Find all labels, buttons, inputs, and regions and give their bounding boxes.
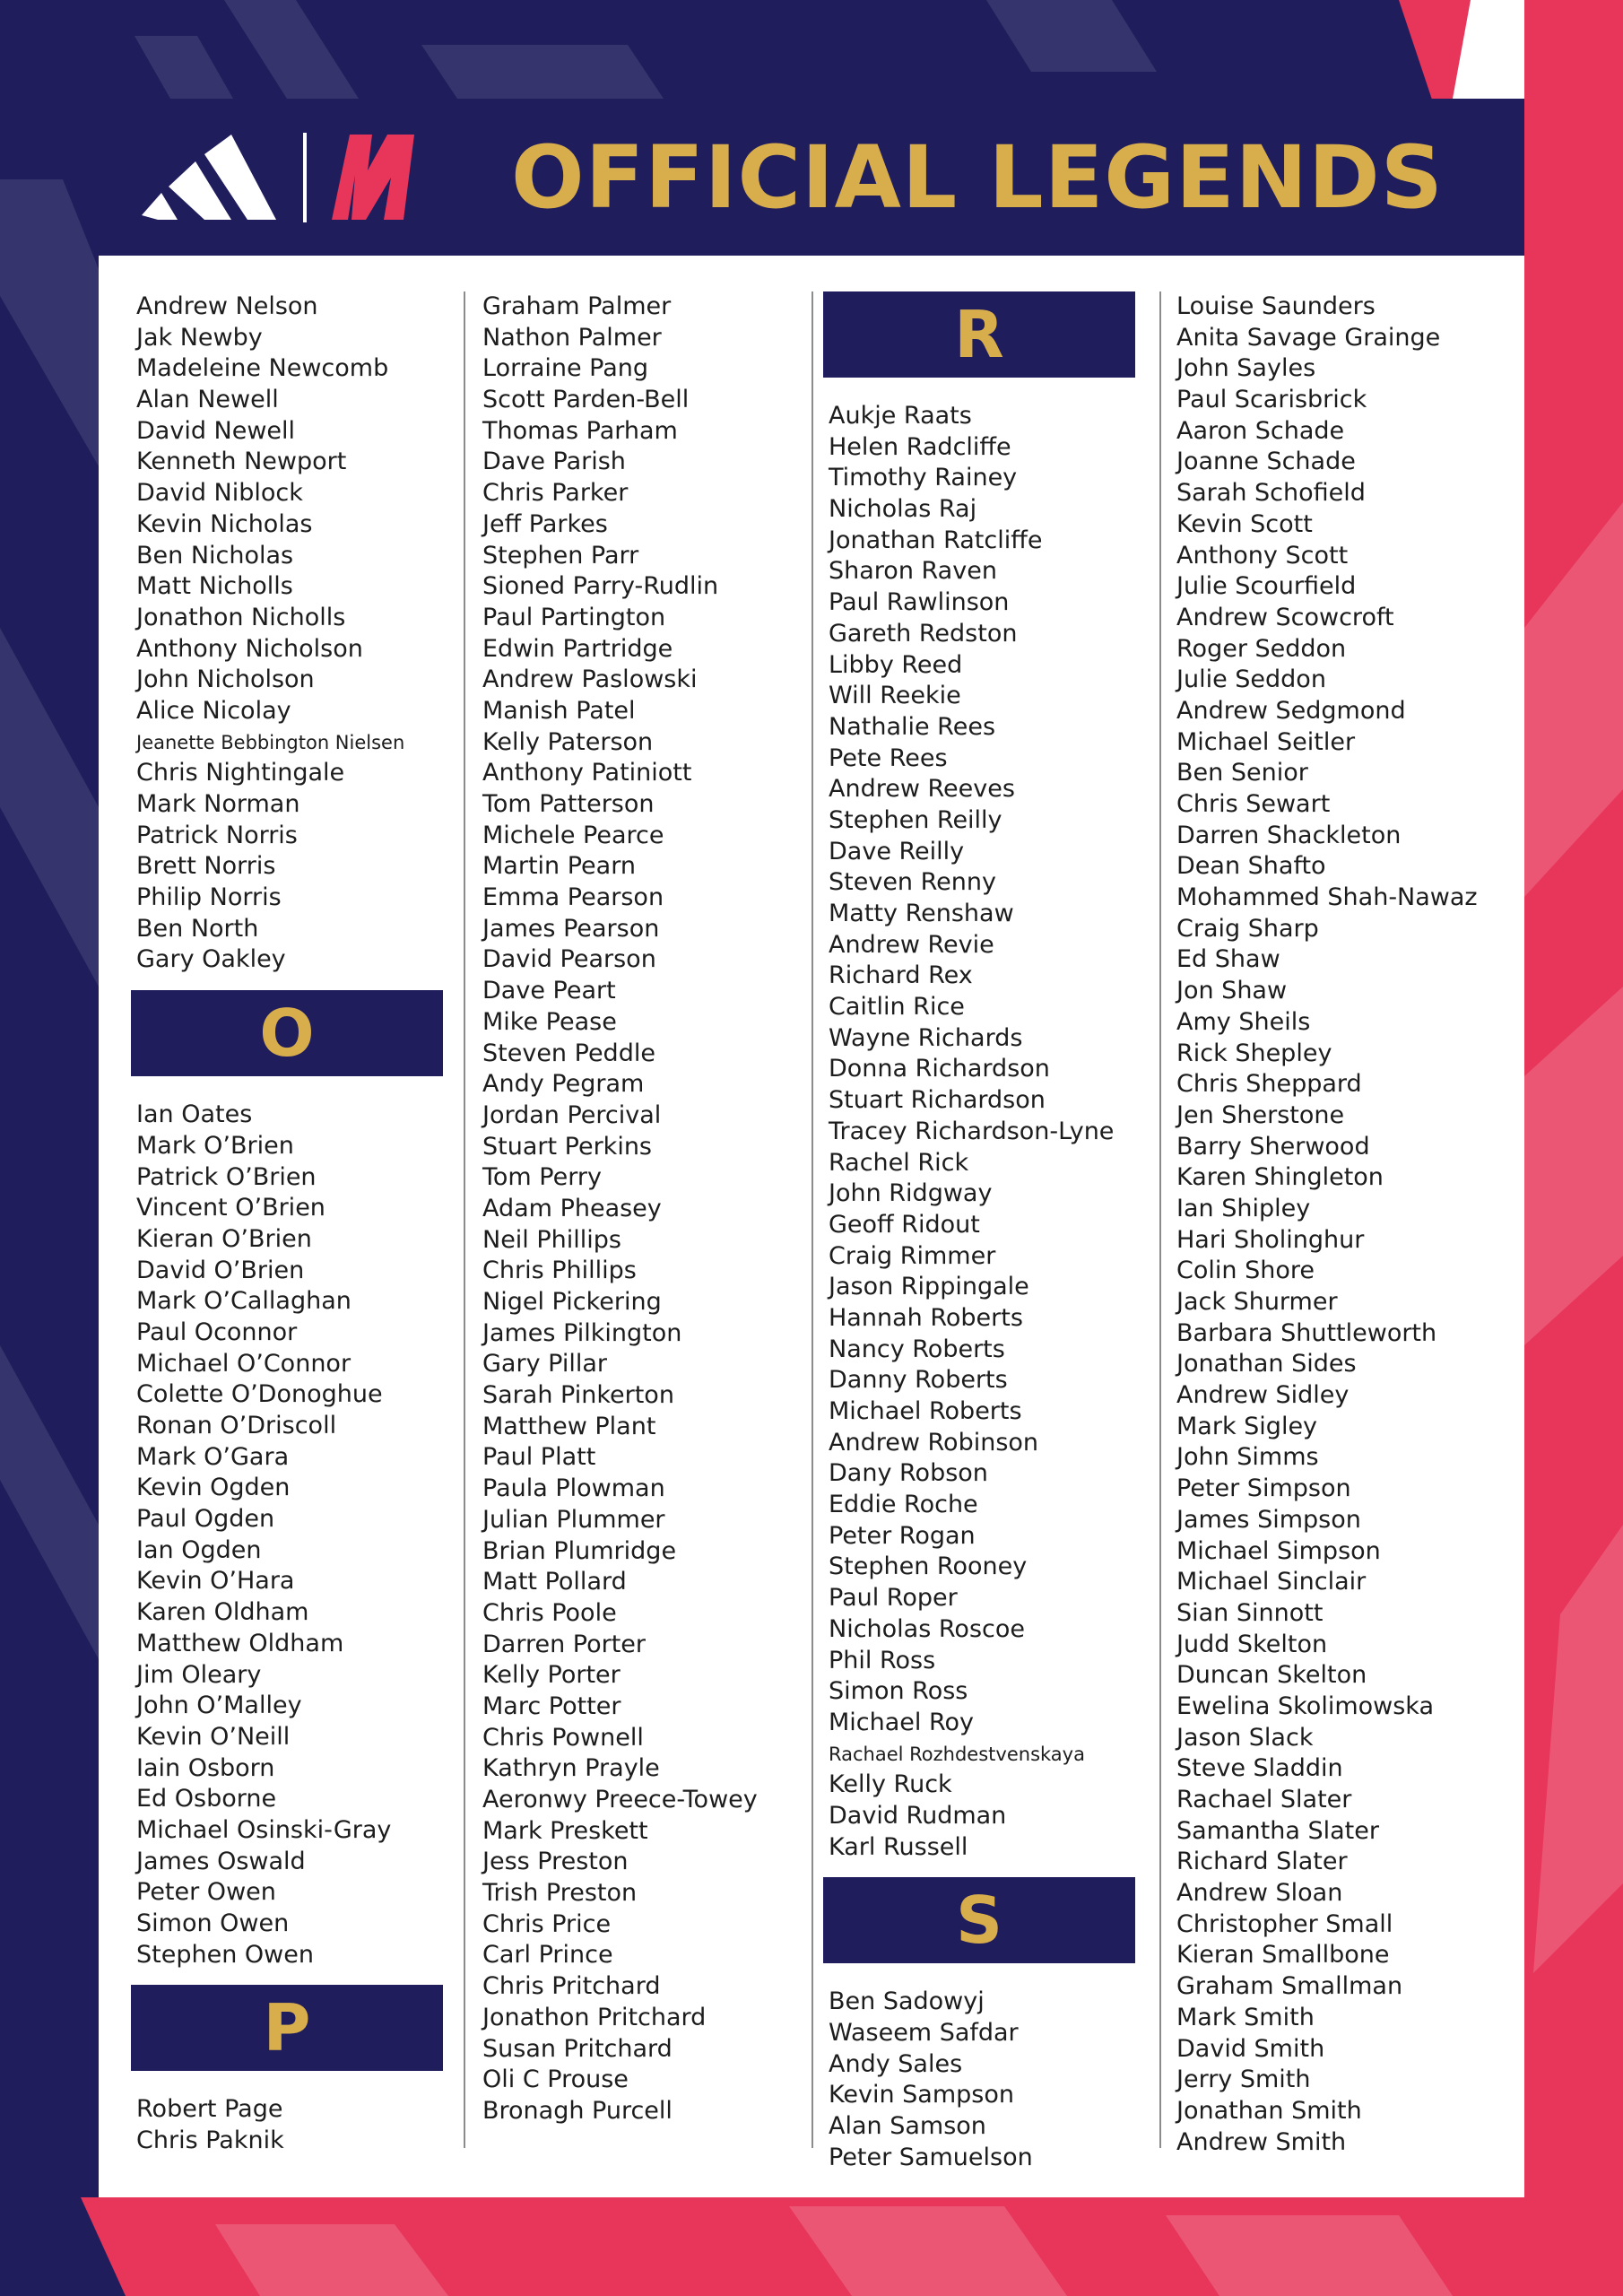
legend-name: David Smith	[1176, 2034, 1325, 2063]
legend-name: Rick Shepley	[1176, 1039, 1332, 1067]
section-letter-r: R	[823, 291, 1135, 378]
legend-name: Michael Roy	[829, 1708, 975, 1736]
legend-name: Andrew Sloan	[1176, 1879, 1343, 1908]
legend-name: Jeanette Bebbington Nielsen	[136, 731, 405, 753]
legend-name: Stephen Rooney	[829, 1552, 1028, 1581]
legend-name: Pete Rees	[829, 744, 948, 772]
legend-name: Louise Saunders	[1176, 292, 1376, 320]
legend-name: Andy Pegram	[482, 1070, 645, 1099]
legend-name: Karen Shingleton	[1176, 1163, 1384, 1192]
names-column-4	[1171, 291, 1503, 2158]
legend-name: Anthony Scott	[1176, 541, 1349, 570]
legend-name: James Pearson	[482, 914, 660, 943]
legend-name: Geoff Ridout	[829, 1210, 980, 1239]
legend-name: Kieran O’Brien	[136, 1224, 312, 1253]
legend-name: Susan Pritchard	[482, 2034, 673, 2063]
legend-name: Christopher Small	[1176, 1909, 1393, 1938]
legend-name: Ronan O’Driscoll	[136, 1412, 337, 1439]
section-letter-p: P	[131, 1985, 443, 2071]
legend-name: Aeronwy Preece-Towey	[482, 1786, 758, 1813]
legend-name: David O’Brien	[136, 1256, 305, 1284]
legend-name: Lorraine Pang	[482, 354, 649, 383]
legend-name: Sharon Raven	[829, 557, 997, 586]
legend-name: Paul Partington	[482, 603, 666, 631]
legend-name: Amy Sheils	[1176, 1007, 1311, 1036]
legend-name: Madeleine Newcomb	[136, 354, 389, 383]
legend-name: Ben Senior	[1176, 759, 1308, 787]
legend-name: Nicholas Raj	[829, 495, 977, 524]
header-banner	[99, 99, 1524, 256]
legend-name: Darren Porter	[482, 1630, 647, 1658]
legend-name: Thomas Parham	[482, 416, 678, 445]
legend-name: Craig Sharp	[1176, 914, 1319, 943]
legend-name: Nathalie Rees	[829, 712, 996, 741]
legend-name: Tom Perry	[482, 1163, 602, 1192]
legend-name: Michael Sinclair	[1176, 1568, 1367, 1596]
legend-name: Michael Seitler	[1176, 727, 1356, 756]
legend-name: Timothy Rainey	[829, 464, 1018, 492]
legend-name: Caitlin Rice	[829, 993, 965, 1022]
legend-name: Eddie Roche	[829, 1491, 978, 1519]
logo-divider	[303, 133, 307, 222]
legend-name: Jak Newby	[136, 323, 263, 352]
legend-name: Vincent O’Brien	[136, 1194, 325, 1222]
names-column-2	[477, 291, 809, 2127]
legend-name: Mohammed Shah-Nawaz	[1176, 883, 1478, 912]
legend-name: Dave Reilly	[829, 837, 965, 865]
legend-name: Chris Sewart	[1176, 790, 1331, 818]
legend-name: Kevin O’Hara	[136, 1567, 295, 1596]
legend-name: Julie Scourfield	[1176, 572, 1357, 601]
legend-name: Sioned Parry-Rudlin	[482, 572, 719, 601]
legend-name: Graham Smallman	[1176, 1972, 1403, 2001]
legend-name: Craig Rimmer	[829, 1241, 996, 1270]
legend-name: Donna Richardson	[829, 1055, 1050, 1083]
legend-name: Andrew Revie	[829, 930, 994, 959]
legend-name: Anthony Nicholson	[136, 634, 363, 663]
legend-name: Andrew Robinson	[829, 1428, 1039, 1457]
legend-name: Chris Price	[482, 1909, 612, 1938]
legend-name: Oli C Prouse	[482, 2066, 629, 2094]
legend-name: John Simms	[1176, 1443, 1319, 1472]
legend-name: James Oswald	[136, 1847, 306, 1875]
legend-name: Richard Rex	[829, 961, 973, 990]
legend-name: Kenneth Newport	[136, 448, 347, 476]
legend-name: Mike Pease	[482, 1007, 617, 1036]
legend-name: Kevin Ogden	[136, 1474, 291, 1502]
legend-name: Chris Pritchard	[482, 1972, 661, 2001]
legend-name: John Sayles	[1176, 354, 1316, 383]
column-divider	[464, 291, 465, 2148]
legend-name: Ian Oates	[136, 1100, 253, 1129]
legend-name: Andrew Sidley	[1176, 1381, 1350, 1410]
legend-name: Stephen Reilly	[829, 805, 1002, 834]
legend-name: Kelly Porter	[482, 1661, 621, 1690]
legend-name: Barbara Shuttleworth	[1176, 1318, 1437, 1347]
legend-name: Chris Parker	[482, 479, 629, 508]
legend-name: Chris Phillips	[482, 1257, 637, 1285]
legend-name: Jonathan Sides	[1176, 1350, 1357, 1378]
legend-name: David Niblock	[136, 479, 303, 508]
legend-name: Ian Ogden	[136, 1535, 262, 1564]
legend-name: Rachael Slater	[1176, 1786, 1352, 1813]
legend-name: Peter Owen	[136, 1878, 276, 1907]
legend-name: Colin Shore	[1176, 1257, 1315, 1285]
legend-name: John O’Malley	[136, 1692, 302, 1720]
legend-name: Duncan Skelton	[1176, 1661, 1367, 1690]
legend-name: Nigel Pickering	[482, 1288, 662, 1316]
legend-name: Jess Preston	[482, 1848, 629, 1876]
legend-name: Jonathon Nicholls	[136, 603, 346, 631]
legend-name: John Ridgway	[829, 1179, 993, 1208]
legend-name: Ewelina Skolimowska	[1176, 1692, 1435, 1720]
names-column-3	[823, 291, 1155, 2173]
legend-name: Tom Patterson	[482, 790, 655, 818]
legend-name: Matthew Plant	[482, 1412, 656, 1440]
legend-name: Mark O’Gara	[136, 1442, 290, 1471]
legend-name: Aukje Raats	[829, 402, 972, 430]
legend-name: Gareth Redston	[829, 619, 1018, 648]
legend-name: Ben Nicholas	[136, 541, 294, 570]
legend-name: Chris Sheppard	[1176, 1070, 1362, 1099]
legend-name: Dave Peart	[482, 977, 616, 1005]
legend-name: Wayne Richards	[829, 1023, 1023, 1052]
legend-name: Robert Page	[136, 2095, 283, 2124]
legend-name: John Nicholson	[136, 665, 315, 694]
legend-name: Chris Poole	[482, 1598, 617, 1627]
legend-name: Mark Sigley	[1176, 1412, 1318, 1440]
legend-name: Paul Platt	[482, 1443, 596, 1472]
legend-name: Andrew Smith	[1176, 2127, 1347, 2156]
legend-name: Matty Renshaw	[829, 900, 1014, 927]
legend-name: Will Reekie	[829, 682, 961, 710]
legend-name: Karen Oldham	[136, 1598, 309, 1627]
page-title: OFFICIAL LEGENDS	[511, 127, 1444, 228]
legend-name: Andy Sales	[829, 2049, 963, 2078]
legend-name: Simon Owen	[136, 1909, 290, 1937]
legend-name: Brian Plumridge	[482, 1536, 677, 1565]
legend-name: Kevin O’Neill	[136, 1722, 291, 1751]
legend-name: Mark Smith	[1176, 2003, 1315, 2031]
legend-name: Hannah Roberts	[829, 1303, 1023, 1332]
legend-name: Aaron Schade	[1176, 416, 1345, 445]
legend-name: Andrew Sedgmond	[1176, 696, 1406, 725]
legend-name: Mark O’Callaghan	[136, 1287, 352, 1316]
legend-name: Ben Sadowyj	[829, 1987, 985, 2016]
legend-name: Graham Palmer	[482, 292, 672, 320]
legend-name: Jordan Percival	[482, 1100, 662, 1129]
legend-name: Emma Pearson	[482, 883, 664, 912]
legend-name: Kelly Paterson	[482, 727, 654, 756]
legend-name: Paul Roper	[829, 1584, 958, 1613]
legend-name: Paul Scarisbrick	[1176, 386, 1367, 414]
legend-name: Roger Seddon	[1176, 634, 1347, 663]
legend-name: Colette O’Donoghue	[136, 1380, 383, 1409]
legend-name: Jonathon Pritchard	[482, 2003, 707, 2031]
legend-name: David Newell	[136, 416, 296, 445]
legend-name: Brett Norris	[136, 852, 276, 881]
legend-name: Peter Samuelson	[829, 2143, 1033, 2171]
legend-name: Ed Shaw	[1176, 945, 1280, 974]
legend-name: Paul Oconnor	[136, 1318, 298, 1346]
legend-name: Danny Roberts	[829, 1366, 1008, 1395]
legend-name: Alan Samson	[829, 2112, 986, 2141]
legend-name: Libby Reed	[829, 650, 963, 679]
section-letter-o: O	[131, 990, 443, 1076]
names-column-1	[131, 291, 463, 2157]
legend-name: James Simpson	[1176, 1505, 1361, 1534]
legend-name: Kathryn Prayle	[482, 1754, 660, 1783]
legend-name: Judd Skelton	[1176, 1630, 1328, 1658]
legend-name: David Rudman	[829, 1801, 1007, 1830]
legend-name: Neil Phillips	[482, 1225, 621, 1254]
legend-name: Andrew Scowcroft	[1176, 603, 1394, 631]
legend-name: Edwin Partridge	[482, 634, 673, 663]
legend-name: Peter Rogan	[829, 1521, 976, 1550]
legend-name: Samantha Slater	[1176, 1816, 1379, 1845]
legend-name: Sarah Pinkerton	[482, 1381, 674, 1410]
legend-name: Alan Newell	[136, 386, 279, 414]
legend-name: Dave Parish	[482, 448, 626, 476]
m-logo	[332, 135, 414, 224]
legend-name: Chris Paknik	[136, 2126, 284, 2155]
legend-name: Peter Simpson	[1176, 1474, 1351, 1503]
legend-name: Michael Simpson	[1176, 1536, 1381, 1565]
legend-name: Julian Plummer	[482, 1505, 665, 1534]
legend-name: Joanne Schade	[1176, 448, 1356, 476]
legend-name: Marc Potter	[482, 1692, 621, 1720]
legend-name: Gary Pillar	[482, 1350, 607, 1378]
legend-name: Kevin Sampson	[829, 2081, 1014, 2109]
legend-name: Sian Sinnott	[1176, 1598, 1324, 1627]
legend-name: Andrew Paslowski	[482, 665, 698, 694]
legend-name: Jack Shurmer	[1176, 1288, 1338, 1316]
legend-name: Nicholas Roscoe	[829, 1614, 1025, 1643]
legend-name: Jason Slack	[1176, 1723, 1314, 1752]
legend-name: Philip Norris	[136, 883, 282, 912]
legend-name: David Pearson	[482, 945, 656, 974]
legend-name: Julie Seddon	[1176, 665, 1326, 694]
legend-name: Stephen Parr	[482, 541, 639, 570]
legend-name: Simon Ross	[829, 1677, 968, 1706]
legend-name: Ben North	[136, 914, 259, 943]
legend-name: Martin Pearn	[482, 852, 636, 881]
legend-name: Jeff Parkes	[482, 509, 608, 538]
legend-name: Helen Radcliffe	[829, 432, 1011, 461]
legend-name: Michael O’Connor	[136, 1349, 352, 1378]
legend-name: Chris Nightingale	[136, 759, 345, 787]
legend-name: Trish Preston	[482, 1879, 638, 1908]
legend-name: Jon Shaw	[1176, 977, 1288, 1005]
legend-name: Phil Ross	[829, 1646, 936, 1674]
legend-name: Hari Sholinghur	[1176, 1225, 1365, 1254]
legend-name: Mark Norman	[136, 790, 300, 818]
legend-name: Jonathan Ratcliffe	[829, 526, 1043, 554]
legend-name: Jason Rippingale	[829, 1273, 1029, 1301]
section-letter-s: S	[823, 1877, 1135, 1963]
legend-name: Barry Sherwood	[1176, 1132, 1370, 1161]
legend-name: Kelly Ruck	[829, 1770, 952, 1799]
legend-name: Bronagh Purcell	[482, 2096, 673, 2125]
legend-name: Steven Renny	[829, 868, 996, 897]
legend-name: Carl Prince	[482, 1941, 613, 1970]
legend-name: Sarah Schofield	[1176, 479, 1366, 508]
legend-name: Andrew Nelson	[136, 292, 318, 320]
legend-name: Matt Pollard	[482, 1568, 627, 1596]
legend-name: Jerry Smith	[1176, 2066, 1311, 2094]
legend-name: Manish Patel	[482, 696, 636, 725]
legend-name: Jim Oleary	[136, 1660, 262, 1689]
legend-name: Iain Osborn	[136, 1753, 275, 1782]
legend-name: Chris Pownell	[482, 1723, 644, 1752]
legend-name: Stephen Owen	[136, 1940, 314, 1969]
legend-name: Rachael Rozhdestvenskaya	[829, 1743, 1085, 1765]
legend-name: Stuart Richardson	[829, 1086, 1046, 1115]
column-divider	[1159, 291, 1161, 2148]
legend-name: Adam Pheasey	[482, 1194, 662, 1222]
legend-name: Paula Plowman	[482, 1474, 665, 1503]
legend-name: Kevin Nicholas	[136, 509, 313, 538]
legend-name: Anthony Patiniott	[482, 759, 692, 787]
legend-name: Ed Osborne	[136, 1785, 277, 1813]
legend-name: Jen Sherstone	[1176, 1100, 1345, 1129]
legend-name: Matt Nicholls	[136, 572, 293, 601]
legend-name: Karl Russell	[829, 1832, 968, 1861]
legend-name: Matthew Oldham	[136, 1629, 344, 1657]
legend-name: Dany Robson	[829, 1459, 988, 1488]
legend-name: Alice Nicolay	[136, 696, 291, 725]
legend-name: Mark O’Brien	[136, 1131, 294, 1160]
legend-name: Richard Slater	[1176, 1848, 1348, 1876]
legend-name: Waseem Safdar	[829, 2019, 1019, 2047]
legend-name: Paul Rawlinson	[829, 588, 1010, 617]
names-panel	[99, 256, 1524, 2197]
legend-name: Anita Savage Grainge	[1176, 323, 1441, 352]
legend-name: Patrick O’Brien	[136, 1162, 317, 1191]
legend-name: Paul Ogden	[136, 1505, 275, 1534]
legend-name: Patrick Norris	[136, 821, 298, 849]
legend-name: Mark Preskett	[482, 1816, 648, 1845]
legend-name: Michele Pearce	[482, 821, 664, 849]
legend-name: Nathon Palmer	[482, 323, 662, 352]
legend-name: James Pilkington	[482, 1318, 682, 1347]
legend-name: Steven Peddle	[482, 1039, 655, 1067]
legend-name: Michael Osinski-Gray	[136, 1815, 392, 1844]
legend-name: Andrew Reeves	[829, 775, 1015, 804]
legend-name: Gary Oakley	[136, 945, 286, 974]
legend-name: Tracey Richardson-Lyne	[829, 1117, 1115, 1145]
column-divider	[812, 291, 813, 2148]
adidas-logo	[142, 135, 276, 224]
legend-name: Darren Shackleton	[1176, 821, 1402, 849]
legend-name: Kieran Smallbone	[1176, 1941, 1390, 1970]
legend-name: Kevin Scott	[1176, 509, 1313, 538]
legend-name: Michael Roberts	[829, 1397, 1022, 1425]
legend-name: Nancy Roberts	[829, 1335, 1005, 1363]
legend-name: Steve Sladdin	[1176, 1754, 1343, 1783]
legend-name: Ian Shipley	[1176, 1194, 1311, 1222]
legend-name: Rachel Rick	[829, 1148, 969, 1177]
legend-name: Stuart Perkins	[482, 1132, 652, 1161]
legend-name: Scott Parden-Bell	[482, 386, 690, 414]
legend-name: Dean Shafto	[1176, 852, 1326, 881]
legend-name: Jonathan Smith	[1176, 2096, 1362, 2125]
